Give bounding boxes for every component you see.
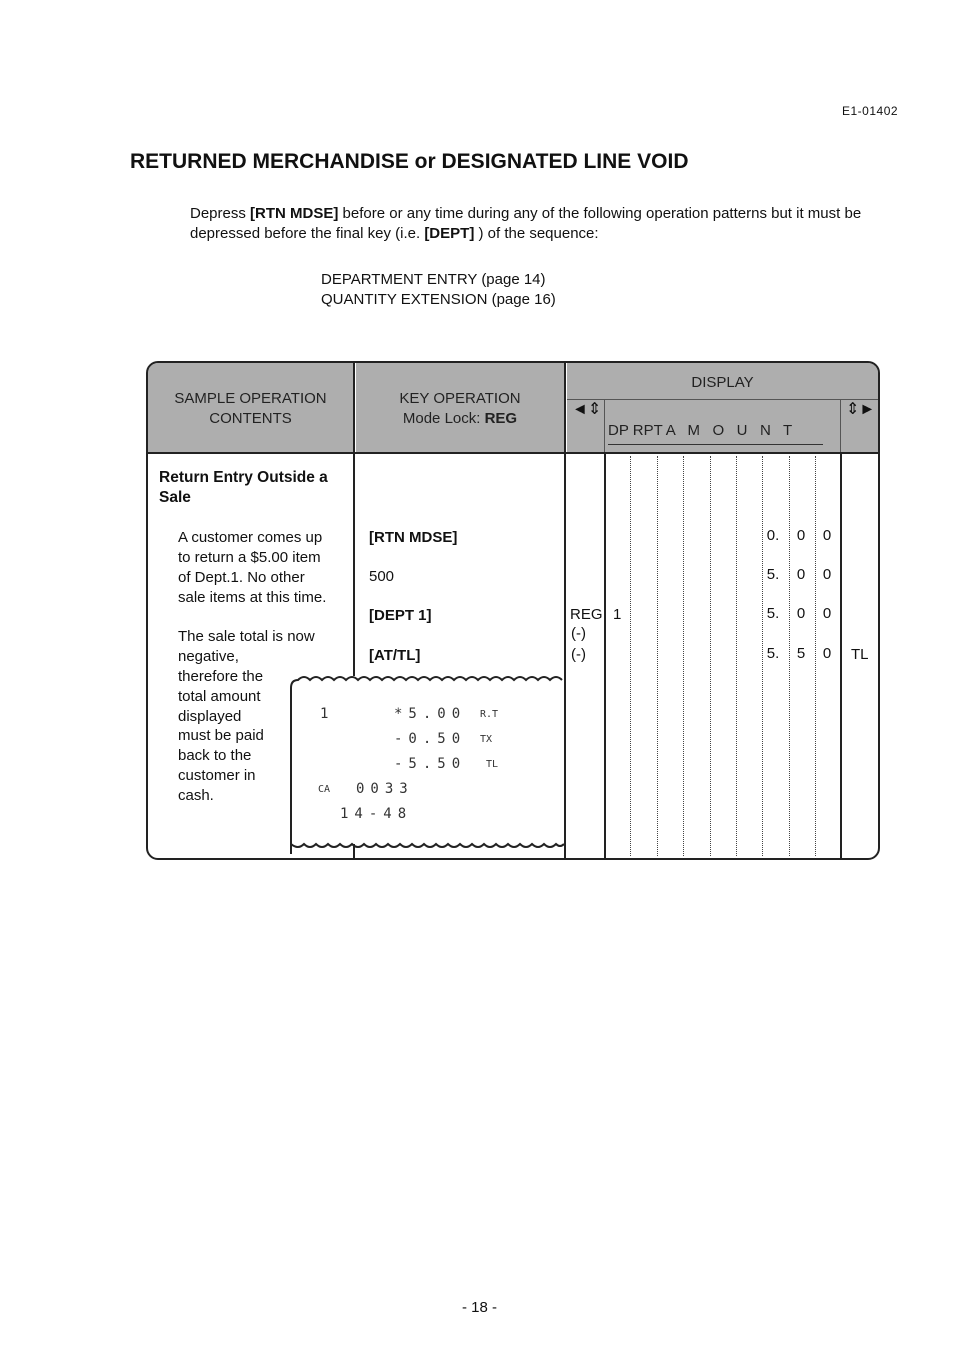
header-bottom-line <box>148 452 878 454</box>
amount-digit: 0 <box>822 605 832 622</box>
receipt-line-amount: *5.00 <box>394 706 467 722</box>
header-sample-operation <box>148 389 353 429</box>
display-dotted-column <box>815 456 816 856</box>
key-at-tl: [AT/TL] <box>369 647 421 664</box>
intro-key-rtn-mdse: [RTN MDSE] <box>250 205 339 222</box>
right-arrow-icon: ⇕► <box>846 401 876 418</box>
header-display: DISPLAY <box>691 374 754 391</box>
key-rtn-mdse: [RTN MDSE] <box>369 529 458 546</box>
receipt-symbol-rt: R.T <box>480 709 499 720</box>
description-line: negative, <box>178 648 239 665</box>
key-dept-1: [DEPT 1] <box>369 607 432 624</box>
header-mode-lock-label: Mode Lock: <box>402 410 485 427</box>
mode-indicator: REG <box>570 606 603 623</box>
left-arrow-icon: ◄⇕ <box>572 401 602 418</box>
description-line: of Dept.1. No other <box>178 569 305 586</box>
display-divider-left <box>604 452 606 858</box>
pattern-department-entry: DEPARTMENT ENTRY (page 14) <box>321 271 546 288</box>
receipt-symbol-ca: CA <box>318 784 331 795</box>
receipt-line-time: 14-48 <box>340 806 413 822</box>
display-dotted-column <box>630 456 631 856</box>
display-dotted-column <box>683 456 684 856</box>
display-columns-underline <box>608 444 823 445</box>
receipt-line-total: -5.50 <box>394 756 467 772</box>
amount-digit: 0 <box>822 527 832 544</box>
intro-key-dept: [DEPT] <box>424 225 475 242</box>
header-display-columns: DP RPT A M O U N T <box>608 422 793 439</box>
display-dotted-column <box>710 456 711 856</box>
intro-text-2: before or any time during any of the following operation patterns but it must be depressed before the final key (i.e. <box>190 205 862 242</box>
display-divider-right <box>840 452 842 858</box>
minus-indicator: (-) <box>571 625 586 642</box>
receipt-line-number: 0033 <box>356 781 414 797</box>
intro-text-1: Depress <box>190 205 251 222</box>
display-header-left-divider <box>604 400 605 452</box>
amount-digit: 0 <box>796 605 806 622</box>
key-500: 500 <box>369 568 395 585</box>
description-line: therefore the <box>178 668 264 685</box>
description-line: total amount <box>178 688 261 705</box>
pattern-quantity-extension: QUANTITY EXTENSION (page 16) <box>321 291 556 308</box>
description-line: customer in <box>178 767 256 784</box>
document-id: E1-01402 <box>842 104 899 118</box>
section-title: Return Entry Outside a Sale <box>159 469 328 506</box>
amount-digit: 5. <box>766 566 780 583</box>
description-line: cash. <box>178 787 214 804</box>
header-sample-line2: CONTENTS <box>209 410 292 427</box>
amount-digit: 5 <box>796 645 806 662</box>
amount-digit: 5. <box>766 605 780 622</box>
header-key-line1: KEY OPERATION <box>399 390 521 407</box>
page-title: RETURNED MERCHANDISE or DESIGNATED LINE VOID <box>130 150 689 173</box>
page-number: - 18 - <box>462 1299 498 1316</box>
receipt-symbol-tx: TX <box>480 734 493 745</box>
display-dotted-column <box>789 456 790 856</box>
description-line: sale items at this time. <box>178 589 327 606</box>
header-key-line2 <box>356 409 564 429</box>
dept-indicator: 1 <box>613 606 622 623</box>
description-line: A customer comes up <box>178 529 323 546</box>
receipt-line-dept: 1 <box>320 706 335 722</box>
description-line: The sale total is now <box>178 628 315 645</box>
description-line: must be paid <box>178 727 264 744</box>
minus-indicator: (-) <box>571 646 586 663</box>
intro-paragraph <box>190 204 880 244</box>
header-mode-lock-reg: REG <box>484 410 518 427</box>
amount-digit: 0 <box>822 566 832 583</box>
display-dotted-column <box>657 456 658 856</box>
intro-text-3: ) of the sequence: <box>474 225 599 242</box>
display-header-right-divider <box>840 400 841 452</box>
description-line: to return a $5.00 item <box>178 549 321 566</box>
total-indicator: TL <box>851 646 869 663</box>
amount-digit: 0. <box>766 527 780 544</box>
receipt-symbol-tl: TL <box>486 759 499 770</box>
amount-digit: 5. <box>766 645 780 662</box>
header-sample-line1: SAMPLE OPERATION <box>174 390 327 407</box>
description-line: back to the <box>178 747 252 764</box>
header-key-operation <box>356 389 564 429</box>
amount-digit: 0 <box>822 645 832 662</box>
amount-digit: 0 <box>796 566 806 583</box>
display-dotted-column <box>736 456 737 856</box>
display-header-divider <box>567 399 878 400</box>
receipt-line-tax: -0.50 <box>394 731 467 747</box>
display-dotted-column <box>762 456 763 856</box>
amount-digit: 0 <box>796 527 806 544</box>
description-line: displayed <box>178 708 242 725</box>
